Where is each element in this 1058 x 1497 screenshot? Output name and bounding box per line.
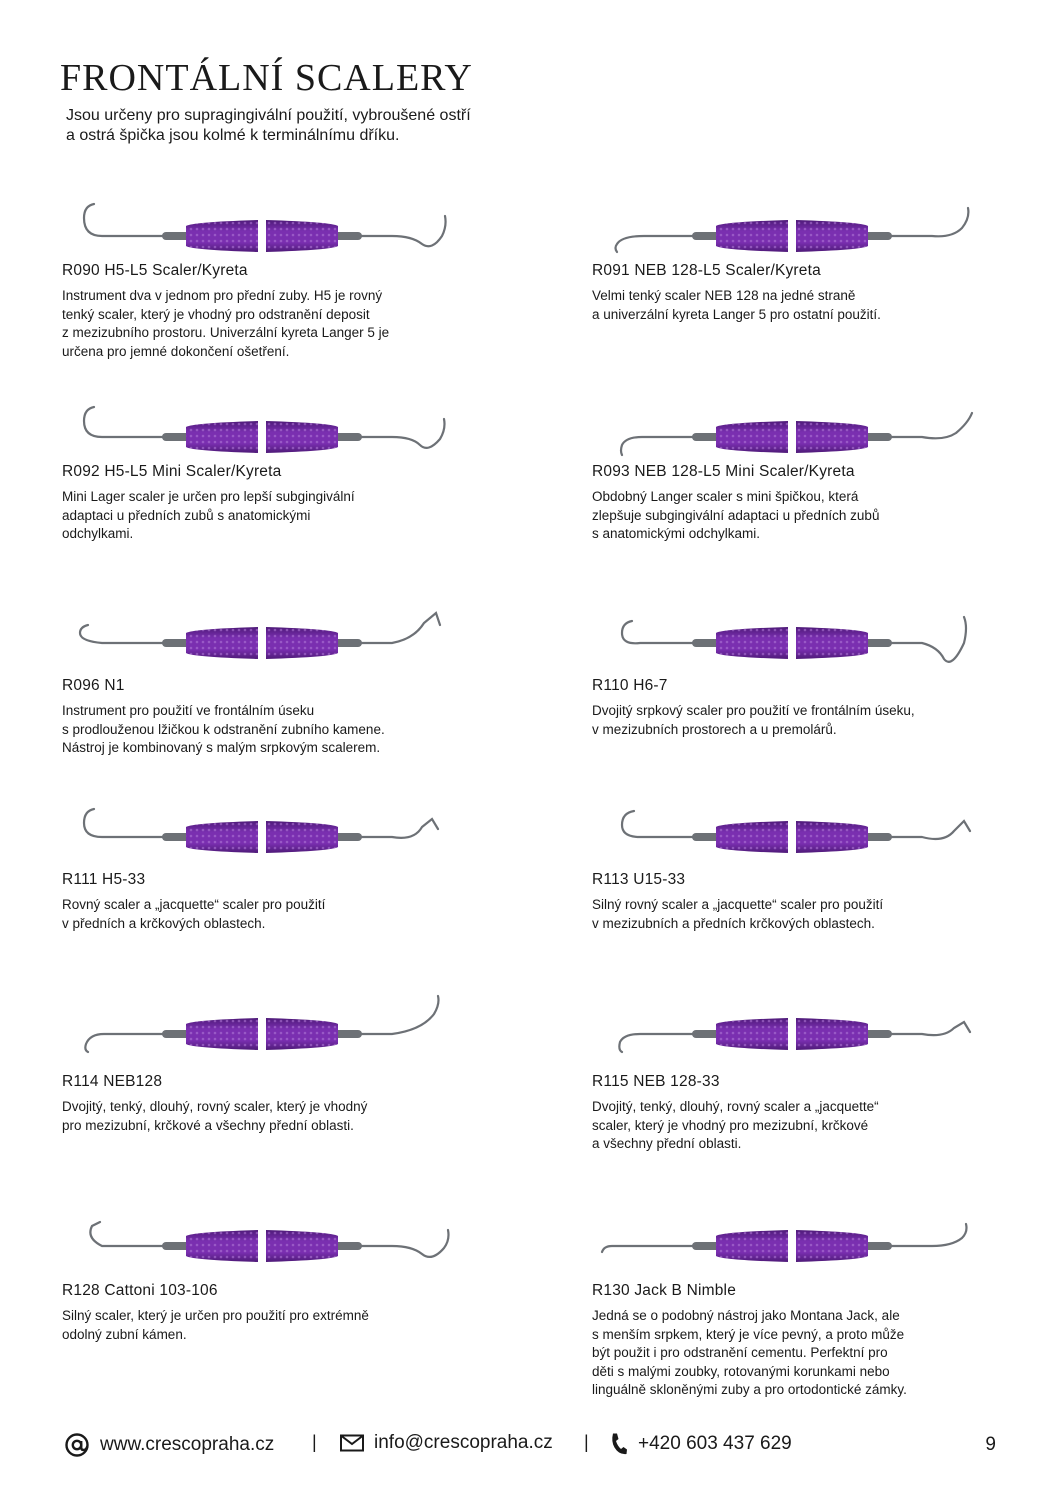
product-name: R111 H5-33 (62, 871, 146, 888)
product-name: R115 NEB 128-33 (592, 1073, 720, 1090)
product-r091 (592, 196, 1012, 322)
description-line: určena pro jemné dokončení ošetření. (62, 343, 290, 359)
product-name: R113 U15-33 (592, 871, 686, 888)
product-name: R110 H6-7 (592, 677, 668, 694)
product-name: R128 Cattoni 103-106 (62, 1282, 218, 1299)
description-line: s menším srpkem, který je více pevný, a proto může (592, 1326, 905, 1342)
description-line: Instrument dva v jednom pro přední zuby. H5 je rovný (62, 288, 383, 303)
scaler-icon (592, 1206, 992, 1276)
product-description (592, 287, 881, 324)
instrument-image (592, 196, 992, 266)
description-line: v mezizubních a předních krčkových oblastech. (592, 915, 875, 931)
description-line: děti s malými zoubky, rotovanými korunkami nebo (592, 1363, 890, 1379)
description-line: Instrument pro použití ve frontálním úseku (62, 703, 315, 718)
instrument-image (62, 994, 462, 1064)
footer-web[interactable] (64, 1432, 274, 1458)
product-r110 (592, 603, 1012, 737)
product-r113 (592, 797, 1012, 931)
phone-number[interactable]: +420 603 437 629 (638, 1433, 792, 1454)
scaler-icon (592, 603, 992, 673)
description-line: z mezizubního prostoru. Univerzální kyreta Langer 5 je (62, 325, 390, 340)
product-name: R091 NEB 128-L5 Scaler/Kyreta (592, 262, 821, 279)
instrument-image (62, 397, 462, 467)
description-line: tenký scaler, který je vhodný pro odstranění deposit (62, 306, 370, 322)
description-line: Dvojitý, tenký, dlouhý, rovný scaler a „jacquette“ (592, 1099, 879, 1114)
footer-email[interactable] (340, 1432, 553, 1454)
description-line: odolný zubní kámen. (62, 1326, 187, 1342)
description-line: s prodlouženou lžičkou k odstranění zubního kamene. (62, 721, 385, 737)
description-line: s anatomickými odchylkami. (592, 526, 761, 541)
scaler-icon (592, 994, 992, 1064)
scaler-icon (62, 603, 462, 673)
description-line: Nástroj je kombinovaný s malým srpkovým scalerem. (62, 740, 381, 755)
product-name: R092 H5-L5 Mini Scaler/Kyreta (62, 463, 282, 480)
product-name: R114 NEB128 (62, 1073, 163, 1090)
product-description (62, 488, 355, 544)
scaler-icon (592, 797, 992, 867)
phone-icon (610, 1432, 628, 1456)
description-line: Jedná se o podobný nástroj jako Montana Jack, ale (592, 1308, 900, 1323)
description-line: a všechny přední oblasti. (592, 1136, 742, 1151)
product-name: R093 NEB 128-L5 Mini Scaler/Kyreta (592, 463, 855, 480)
instrument-image (62, 603, 462, 673)
description-line: Obdobný Langer scaler s mini špičkou, která (592, 489, 859, 504)
product-r128 (62, 1206, 482, 1342)
product-r093 (592, 397, 1012, 541)
description-line: scaler, který je vhodný pro mezizubní, krčkové (592, 1117, 869, 1133)
product-description (62, 896, 325, 933)
at-icon (64, 1432, 90, 1458)
product-description (592, 1098, 879, 1154)
footer-separator: | (312, 1432, 317, 1452)
scaler-icon (62, 994, 462, 1064)
product-r090 (62, 196, 482, 359)
scaler-icon (62, 1206, 462, 1276)
product-name: R130 Jack B Nimble (592, 1282, 737, 1299)
product-description (62, 1098, 367, 1135)
description-line: Mini Lager scaler je určen pro lepší subgingivální (62, 489, 355, 504)
description-line: Dvojitý, tenký, dlouhý, rovný scaler, který je vhodný (62, 1099, 368, 1114)
intro-text (66, 106, 586, 146)
description-line: v předních a krčkových oblastech. (62, 915, 266, 931)
description-line: zlepšuje subgingivální adaptaci u předních zubů (592, 507, 880, 523)
product-r111 (62, 797, 482, 931)
description-line: a univerzální kyreta Langer 5 pro ostatní použití. (592, 306, 881, 322)
scaler-icon (62, 397, 462, 467)
description-line: pro mezizubní, krčkové a všechny přední oblasti. (62, 1117, 354, 1133)
instrument-image (592, 1206, 992, 1276)
footer-separator: | (584, 1432, 589, 1452)
envelope-icon (340, 1434, 364, 1452)
scaler-icon (62, 797, 462, 867)
product-description (592, 896, 883, 933)
instrument-image (592, 797, 992, 867)
product-r096 (62, 603, 482, 755)
description-line: Velmi tenký scaler NEB 128 na jedné straně (592, 288, 856, 303)
scaler-icon (592, 196, 992, 266)
product-description (62, 287, 389, 361)
description-line: Dvojitý srpkový scaler pro použití ve frontálním úseku, (592, 703, 915, 718)
instrument-image (62, 196, 462, 266)
instrument-image (592, 397, 992, 467)
instrument-image (62, 1206, 462, 1276)
product-description (592, 488, 879, 544)
product-description (62, 1307, 369, 1344)
instrument-image (592, 603, 992, 673)
description-line: adaptaci u předních zubů s anatomickými (62, 507, 311, 523)
product-r115 (592, 994, 1012, 1151)
instrument-image (62, 797, 462, 867)
product-r092 (62, 397, 482, 541)
product-description (592, 702, 915, 739)
scaler-icon (62, 196, 462, 266)
intro-line: a ostrá špička jsou kolmé k terminálnímu dříku. (66, 127, 400, 144)
description-line: Rovný scaler a „jacquette“ scaler pro použití (62, 897, 326, 912)
instrument-image (592, 994, 992, 1064)
description-line: v mezizubních prostorech a u premolárů. (592, 721, 837, 737)
description-line: být použit i pro odstranění cementu. Perfektní pro (592, 1345, 888, 1360)
footer (64, 1430, 1004, 1460)
email-link[interactable]: info@crescopraha.cz (374, 1432, 553, 1453)
website-link[interactable]: www.crescopraha.cz (100, 1434, 275, 1455)
description-line: linguálně skloněnými zuby a pro ortodontické zámky. (592, 1382, 907, 1397)
product-description (592, 1307, 907, 1400)
description-line: Silný rovný scaler a „jacquette“ scaler pro použití (592, 897, 884, 912)
product-r114 (62, 994, 482, 1133)
product-description (62, 702, 385, 758)
page-title: FRONTÁLNÍ SCALERY (60, 57, 473, 99)
description-line: Silný scaler, který je určen pro použití pro extrémně (62, 1308, 369, 1323)
page-number: 9 (985, 1434, 996, 1455)
product-name: R096 N1 (62, 677, 125, 694)
intro-line: Jsou určeny pro supragingivální použití, vybroušené ostří (66, 107, 471, 124)
footer-phone[interactable] (610, 1432, 792, 1456)
product-name: R090 H5-L5 Scaler/Kyreta (62, 262, 248, 279)
product-r130 (592, 1206, 1012, 1397)
scaler-icon (592, 397, 992, 467)
description-line: odchylkami. (62, 526, 134, 541)
